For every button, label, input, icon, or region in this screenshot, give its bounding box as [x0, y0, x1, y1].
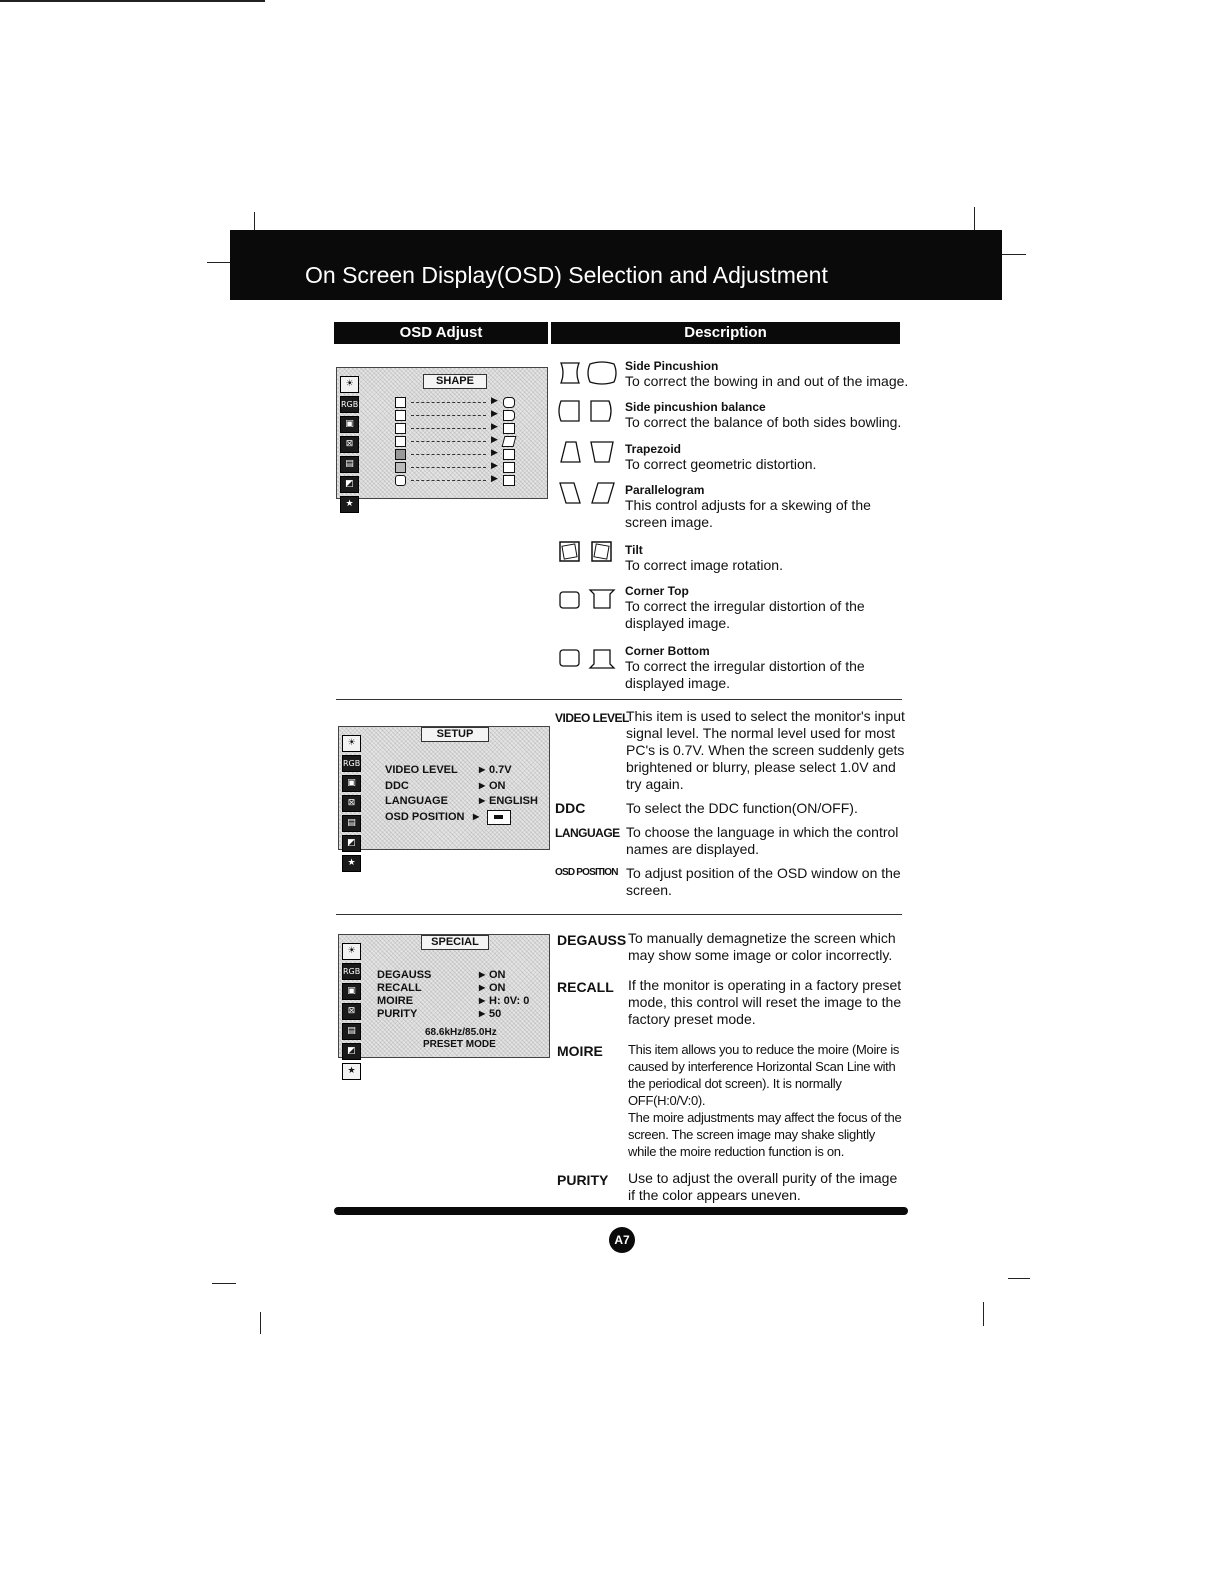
corner-top-icon: [558, 588, 618, 614]
trapezoid-icon: [558, 440, 618, 466]
title-banner: [230, 230, 1002, 300]
screen-icon: ▣: [340, 416, 359, 433]
crop-mark: [0, 0, 265, 2]
osd-arrow: ▶: [479, 983, 486, 992]
section-divider: [336, 914, 902, 915]
osd-row-value: ENGLISH: [489, 795, 538, 807]
osd-position-term: OSD POSITION: [555, 867, 618, 878]
osd-row-value: ON: [489, 780, 506, 792]
parallelogram-icon: [558, 481, 618, 507]
shape-row: ▶: [395, 475, 555, 486]
moire-desc: This item allows you to reduce the moire (Moire is caused by interference Horizontal Scan Line with the periodical dot screen). It is normally OFF(H:0/V:0).: [628, 1042, 900, 1108]
brightness-icon: ☀: [342, 735, 361, 752]
side-pincushion-label: Side Pincushion: [625, 359, 719, 373]
language-desc: To choose the language in which the control names are displayed.: [626, 824, 899, 857]
osd-frequency: 68.6kHz/85.0Hz: [425, 1027, 497, 1038]
osd-row-value: 50: [489, 1008, 502, 1020]
osd-icon-column: [340, 376, 358, 516]
osd-title: SETUP: [421, 727, 489, 742]
moire-term: MOIRE: [557, 1043, 603, 1059]
setup-icon: ▤: [340, 456, 359, 473]
corner-bottom-label: Corner Bottom: [625, 644, 710, 658]
section-divider: [336, 699, 902, 700]
crop-mark: [1002, 254, 1026, 255]
osd-row-name: RECALL: [377, 982, 422, 994]
side-pincushion-balance-label: Side pincushion balance: [625, 400, 766, 414]
osd-icon-column: [342, 735, 360, 875]
rgb-icon: RGB: [340, 396, 359, 413]
video-level-term: VIDEO LEVEL: [555, 711, 629, 725]
shape-row: ▶: [395, 449, 555, 460]
osd-mode: PRESET MODE: [423, 1039, 496, 1050]
crop-mark: [983, 1302, 984, 1326]
corner-bottom-desc: To correct the irregular distortion of the displayed image.: [625, 658, 865, 691]
crop-mark: [260, 1312, 261, 1334]
page-number: A7: [609, 1227, 635, 1253]
osd-position-icon: [487, 810, 511, 825]
osd-arrow: ▶: [479, 781, 486, 790]
star-icon: ★: [340, 496, 359, 513]
tilt-label: Tilt: [625, 543, 643, 557]
corner-bottom-icon: [558, 646, 618, 672]
side-pincushion-balance-desc: To correct the balance of both sides bowling.: [625, 414, 902, 430]
osd-position-desc: To adjust position of the OSD window on the screen.: [626, 865, 901, 898]
shape-row: ▶: [395, 410, 555, 421]
shape-row: ▶: [395, 462, 555, 473]
osd-arrow: ▶: [479, 970, 486, 979]
shape-icon: ⊠: [342, 795, 361, 812]
osd-row-name: VIDEO LEVEL: [385, 764, 458, 776]
osd-row-name: DEGAUSS: [377, 969, 432, 981]
osd-icon-column: [342, 943, 360, 1083]
osd-row-value: 0.7V: [489, 764, 512, 776]
brightness-icon: ☀: [340, 376, 359, 393]
parallelogram-desc: This control adjusts for a skewing of the screen image.: [625, 497, 871, 530]
setup-icon: ▤: [342, 815, 361, 832]
trapezoid-label: Trapezoid: [625, 442, 682, 456]
degauss-desc: To manually demagnetize the screen which may show some image or color incorrectly.: [628, 930, 896, 963]
tilt-desc: To correct image rotation.: [625, 557, 783, 573]
osd-arrow: ▶: [473, 812, 480, 821]
shape-osd-menu: [336, 367, 548, 509]
ddc-term: DDC: [555, 800, 586, 816]
special-icon: ◩: [340, 476, 359, 493]
degauss-term: DEGAUSS: [557, 932, 627, 948]
side-pincushion-icon: [558, 361, 618, 387]
crop-mark: [207, 262, 231, 263]
ddc-desc: To select the DDC function(ON/OFF).: [626, 800, 858, 816]
corner-top-desc: To correct the irregular distortion of the displayed image.: [625, 598, 865, 631]
osd-row-name: LANGUAGE: [385, 795, 448, 807]
screen-icon: ▣: [342, 775, 361, 792]
osd-arrow: ▶: [479, 796, 486, 805]
star-icon: ★: [342, 1063, 361, 1080]
osd-row-value: H: 0V: 0: [489, 995, 530, 1007]
osd-row-name: MOIRE: [377, 995, 414, 1007]
page-title: On Screen Display(OSD) Selection and Adjustment: [305, 262, 828, 288]
setup-osd-menu: [338, 726, 550, 868]
osd-row-value: ON: [489, 969, 506, 981]
osd-row-name: DDC: [385, 780, 409, 792]
language-term: LANGUAGE: [555, 826, 620, 840]
special-icon: ◩: [342, 1043, 361, 1060]
corner-top-label: Corner Top: [625, 584, 689, 598]
crop-mark: [1008, 1278, 1030, 1279]
screen-icon: ▣: [342, 983, 361, 1000]
brightness-icon: ☀: [342, 943, 361, 960]
rgb-icon: RGB: [342, 963, 361, 980]
osd-title: SHAPE: [423, 374, 487, 389]
bottom-rule: [334, 1207, 908, 1215]
star-icon: ★: [342, 855, 361, 872]
special-osd-menu: [338, 934, 550, 1076]
recall-term: RECALL: [557, 979, 614, 995]
moire-desc-note: The moire adjustments may affect the focus of the screen. The screen image may shake slightly while the moire reduction function is on.: [628, 1110, 902, 1159]
video-level-desc: This item is used to select the monitor's input signal level. The normal level used for most PC's is 0.7V. When the screen suddenly gets brightened or blurry, please select 1.0V and try again.: [626, 708, 905, 792]
crop-mark: [212, 1283, 236, 1284]
osd-title: SPECIAL: [421, 935, 489, 950]
trapezoid-desc: To correct geometric distortion.: [625, 456, 817, 472]
description-header: Description: [551, 322, 900, 344]
osd-adjust-header: OSD Adjust: [334, 322, 548, 344]
shape-row: ▶: [395, 423, 555, 434]
tilt-icon: [558, 540, 618, 566]
osd-row-name: OSD POSITION: [385, 811, 465, 823]
crop-mark: [974, 207, 975, 231]
osd-arrow: ▶: [479, 996, 486, 1005]
shape-row: ▶: [395, 397, 555, 408]
shape-icon: ⊠: [342, 1003, 361, 1020]
special-icon: ◩: [342, 835, 361, 852]
parallelogram-label: Parallelogram: [625, 483, 705, 497]
shape-row: ▶: [395, 436, 555, 447]
recall-desc: If the monitor is operating in a factory preset mode, this control will reset the image to the factory preset mode.: [628, 977, 902, 1027]
osd-arrow: ▶: [479, 765, 486, 774]
side-pincushion-balance-icon: [558, 399, 618, 425]
osd-row-value: ON: [489, 982, 506, 994]
rgb-icon: RGB: [342, 755, 361, 772]
purity-desc: Use to adjust the overall purity of the image if the color appears uneven.: [628, 1170, 898, 1203]
setup-icon: ▤: [342, 1023, 361, 1040]
osd-row-name: PURITY: [377, 1008, 418, 1020]
purity-term: PURITY: [557, 1172, 609, 1188]
side-pincushion-desc: To correct the bowing in and out of the image.: [625, 373, 909, 389]
osd-arrow: ▶: [479, 1009, 486, 1018]
shape-icon: ⊠: [340, 436, 359, 453]
